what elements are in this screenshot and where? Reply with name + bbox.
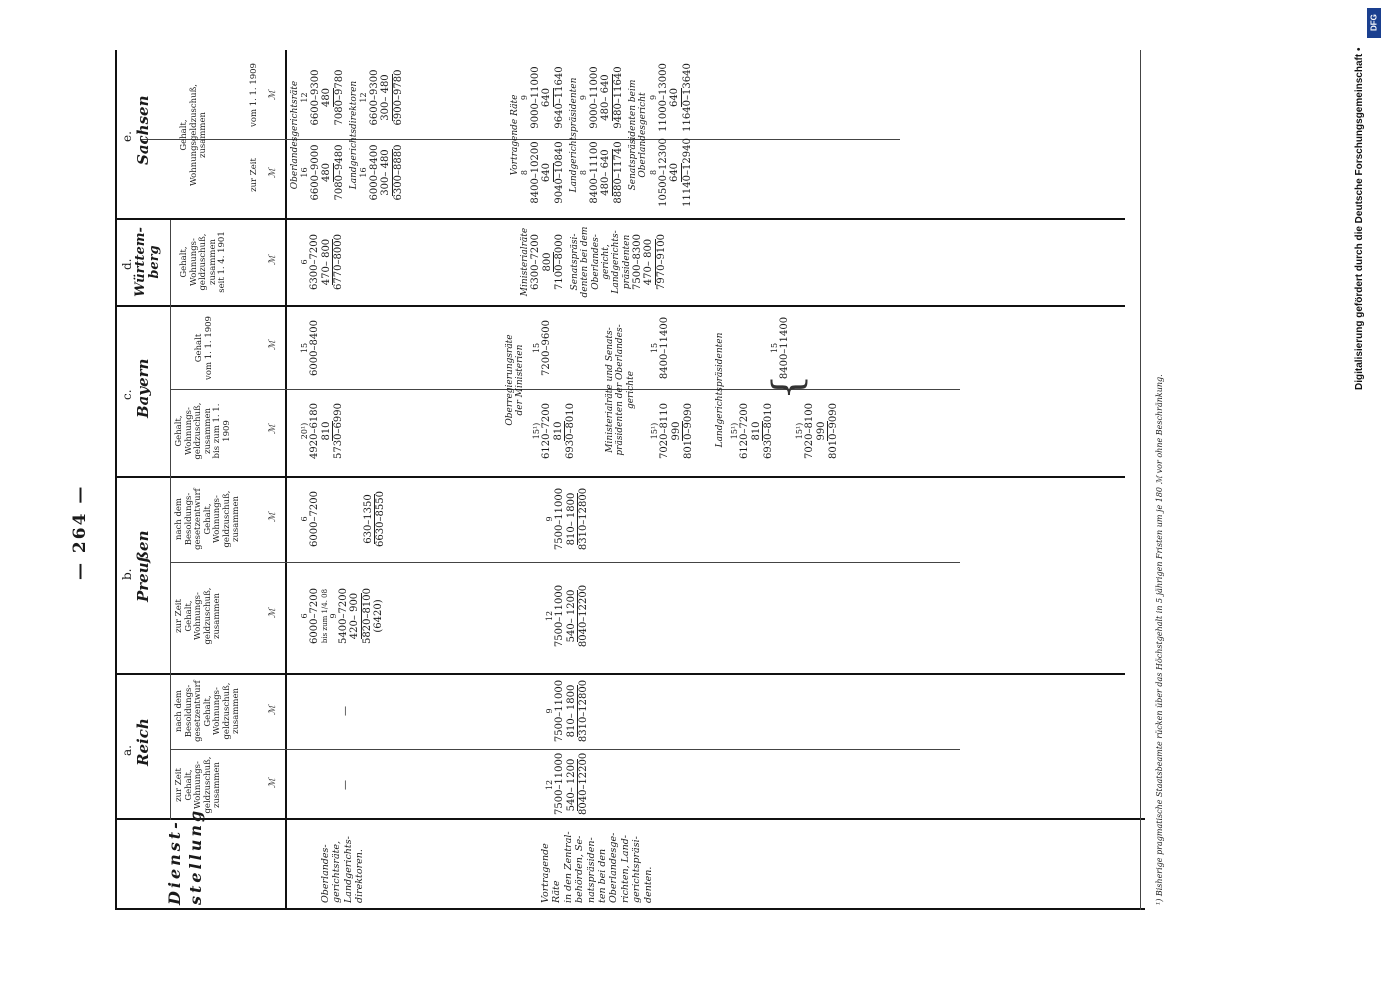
row2-reich2: 9 7500–11000 810– 1800 8310–12800 — [545, 679, 590, 743]
header-bottom-rule — [285, 50, 287, 910]
wuerttemberg-sub1: Gehalt, Wohnungs- geldzuschuß, zusammen seit 1. 4. 1901 — [179, 231, 228, 293]
row1-preussen1: 6 6000–7200 bis zum 1/4. 08 9 5400–7200 420– 900 5820–8100 (6420) — [300, 588, 385, 644]
row2-reich1: 12 7500–11000 540– 1200 8040–12200 — [545, 752, 590, 815]
sachsen-sub1b: vom 1. 1. 1909 — [249, 63, 259, 127]
sachsen-sub1: Gehalt, Wohnungsgeldzuschuß, zusammen — [179, 84, 209, 187]
wuerttemberg-title: Württem- berg — [133, 227, 163, 297]
row2-bayern-heading3: Landgerichtspräsidenten — [715, 332, 725, 448]
sep-reich-preussen — [115, 673, 1125, 675]
row2-bayern-heading2: Ministerialräte und Senats- präsidenten der Oberlandes- gerichte — [605, 324, 636, 456]
sep-reich-sub — [170, 749, 960, 750]
dienststellung-heading: Dienst- stellung — [165, 807, 205, 905]
row2-sachsen: Vortragende Räte 8 8400–10200 640 9040–10840 9 9000–11000 640 9640–11640 Landgerichtspräsidenten 8 8400–11100 480– 640 8880–11740 9 9000–11000 480– 640 9480–11640 Senatspräsidenten beim Oberlandesgericht 8 10500–12300 640 11140–12940 9 11000–13000 640 11640–13640 — [510, 63, 693, 207]
sachsen-unit1: ℳ — [268, 168, 278, 178]
row2-bayern-g2r: 15 8400–11400 — [650, 316, 671, 380]
row2-label: Vortragende Räte in den Zentral- behörden, Se- natspräsiden- ten bei den Oberlandesge- richten, Land- gerichtspräsi- denten. — [540, 831, 654, 903]
preussen-sub1: zur Zeit Gehalt, Wohnungs- geldzuschuß, zusammen — [174, 587, 223, 645]
row1-sachsen: Oberlandesgerichtsräte 16 6600–9000 480 7080–9480 12 6600–9300 480 7080–9780 Landgerichtsdirektoren 16 6000–8400 300– 480 6300–8880 12 6600–9300 300– 480 6900–9780 — [290, 69, 404, 201]
wuerttemberg-letter: d. — [120, 258, 134, 270]
table-top-rule — [115, 50, 117, 910]
row2-bayern-g1r: 15 7200–9600 — [532, 320, 553, 376]
preussen-title: Preußen — [134, 530, 152, 602]
reich-title: Reich — [134, 718, 152, 766]
reich-letter: a. — [120, 745, 134, 756]
subheader-rule — [170, 220, 171, 820]
row2-bayern-g1: 15¹) 6120–7200 810 6930–8010 — [532, 403, 577, 459]
sep-bayern-sub — [170, 389, 960, 390]
row1-reich1: — — [340, 780, 351, 790]
row2-bayern-g2: 15¹) 7020–8110 990 8010–9090 — [650, 403, 695, 459]
sep-wuerttemberg-sachsen — [115, 218, 1125, 220]
dfg-logo: DFG — [1367, 8, 1381, 38]
sep-preussen-sub — [170, 562, 960, 563]
sep-preussen-bayern — [115, 476, 1125, 478]
footnote: ¹) Bisherige pragmatische Staatsbeamte rücken über das Höchstgehalt in 5 jährigen Fristen um je 180 ℳ vor ohne Beschränkung. — [1155, 374, 1164, 905]
reich-sub2: nach dem Besoldungs- gesetzentwurf Gehalt, Wohnungs- geldzuschuß, zusammen — [174, 680, 242, 742]
wuerttemberg-unit: ℳ — [268, 255, 278, 265]
table-left-rule — [115, 908, 1145, 910]
bayern-sub2: Gehalt vom 1. 1. 1909 — [194, 316, 214, 380]
row2-wuerttemberg: Ministerialräte 6300–7200 800 7100–8000 Senatspräsi- denten bei dem Oberlandes- gericht, Landgerichts- präsidenten 7500–8300 470– 800 7970–9100 — [520, 226, 667, 298]
bayern-unit2: ℳ — [268, 340, 278, 350]
row2-bayern-heading1: Oberregierungsräte der Ministerien — [505, 334, 526, 426]
sachsen-unit2: ℳ — [268, 90, 278, 100]
sachsen-letter: e. — [120, 131, 134, 142]
row2-bayern-g4: 15¹) 7020–8100 990 8010–9090 — [795, 403, 840, 459]
row1-wuerttemberg: 6 6300–7200 470– 800 6770–8000 — [300, 234, 345, 290]
row2-bayern-brace: { — [765, 374, 811, 400]
row2-bayern-g3r: 15 8400–11400 — [770, 316, 791, 380]
bayern-sub1: Gehalt, Wohnungs- geldzuschuß, zusammen bis zum 1. 1. 1909 — [174, 402, 232, 460]
reich-unit2: ℳ — [268, 705, 278, 715]
sachsen-sub1a: zur Zeit — [249, 158, 259, 192]
preussen-sub2: nach dem Besoldungs- gesetzentwurf Gehalt, Wohnungs- geldzuschuß, zusammen — [174, 488, 242, 550]
preussen-letter: b. — [120, 568, 134, 580]
preussen-unit2: ℳ — [268, 512, 278, 522]
preussen-unit1: ℳ — [268, 608, 278, 618]
row2-preussen2: 9 7500–11000 810– 1800 8310–12800 — [545, 487, 590, 551]
bayern-unit1: ℳ — [268, 424, 278, 434]
sachsen-title: Sachsen — [134, 95, 152, 165]
sep-dienst-reich — [115, 818, 1145, 820]
row1-reich2: — — [340, 706, 351, 716]
digitization-credit — [1345, 10, 1375, 990]
footnote-rule — [1140, 50, 1141, 910]
row1-label: Oberlandes- gerichtsräte, Landgerichts- direktoren. — [320, 836, 366, 903]
row2-bayern-g3: 15¹) 6120–7200 810 6930–8010 — [730, 403, 775, 459]
bayern-letter: c. — [120, 389, 134, 400]
row1-bayern1: 20¹) 4920–6180 810 5730–6990 — [300, 403, 345, 459]
row1-bayern2: 15 6000–8400 — [300, 320, 321, 376]
page-number: — 264 — — [70, 484, 90, 580]
reich-sub1: zur Zeit Gehalt, Wohnungs- geldzuschuß, zusammen — [174, 756, 223, 814]
row2-preussen1: 12 7500–11000 540– 1200 8040–12200 — [545, 584, 590, 648]
bayern-title: Bayern — [134, 358, 152, 418]
sep-bayern-wuerttemberg — [115, 305, 1125, 307]
reich-unit1: ℳ — [268, 778, 278, 788]
credit-text: Digitalisierung gefördert durch die Deutsche Forschungsgemeinschaft • — [1354, 47, 1365, 390]
row1-preussen2: 6 6000–7200 630–1350 6630–8550 — [300, 491, 387, 547]
